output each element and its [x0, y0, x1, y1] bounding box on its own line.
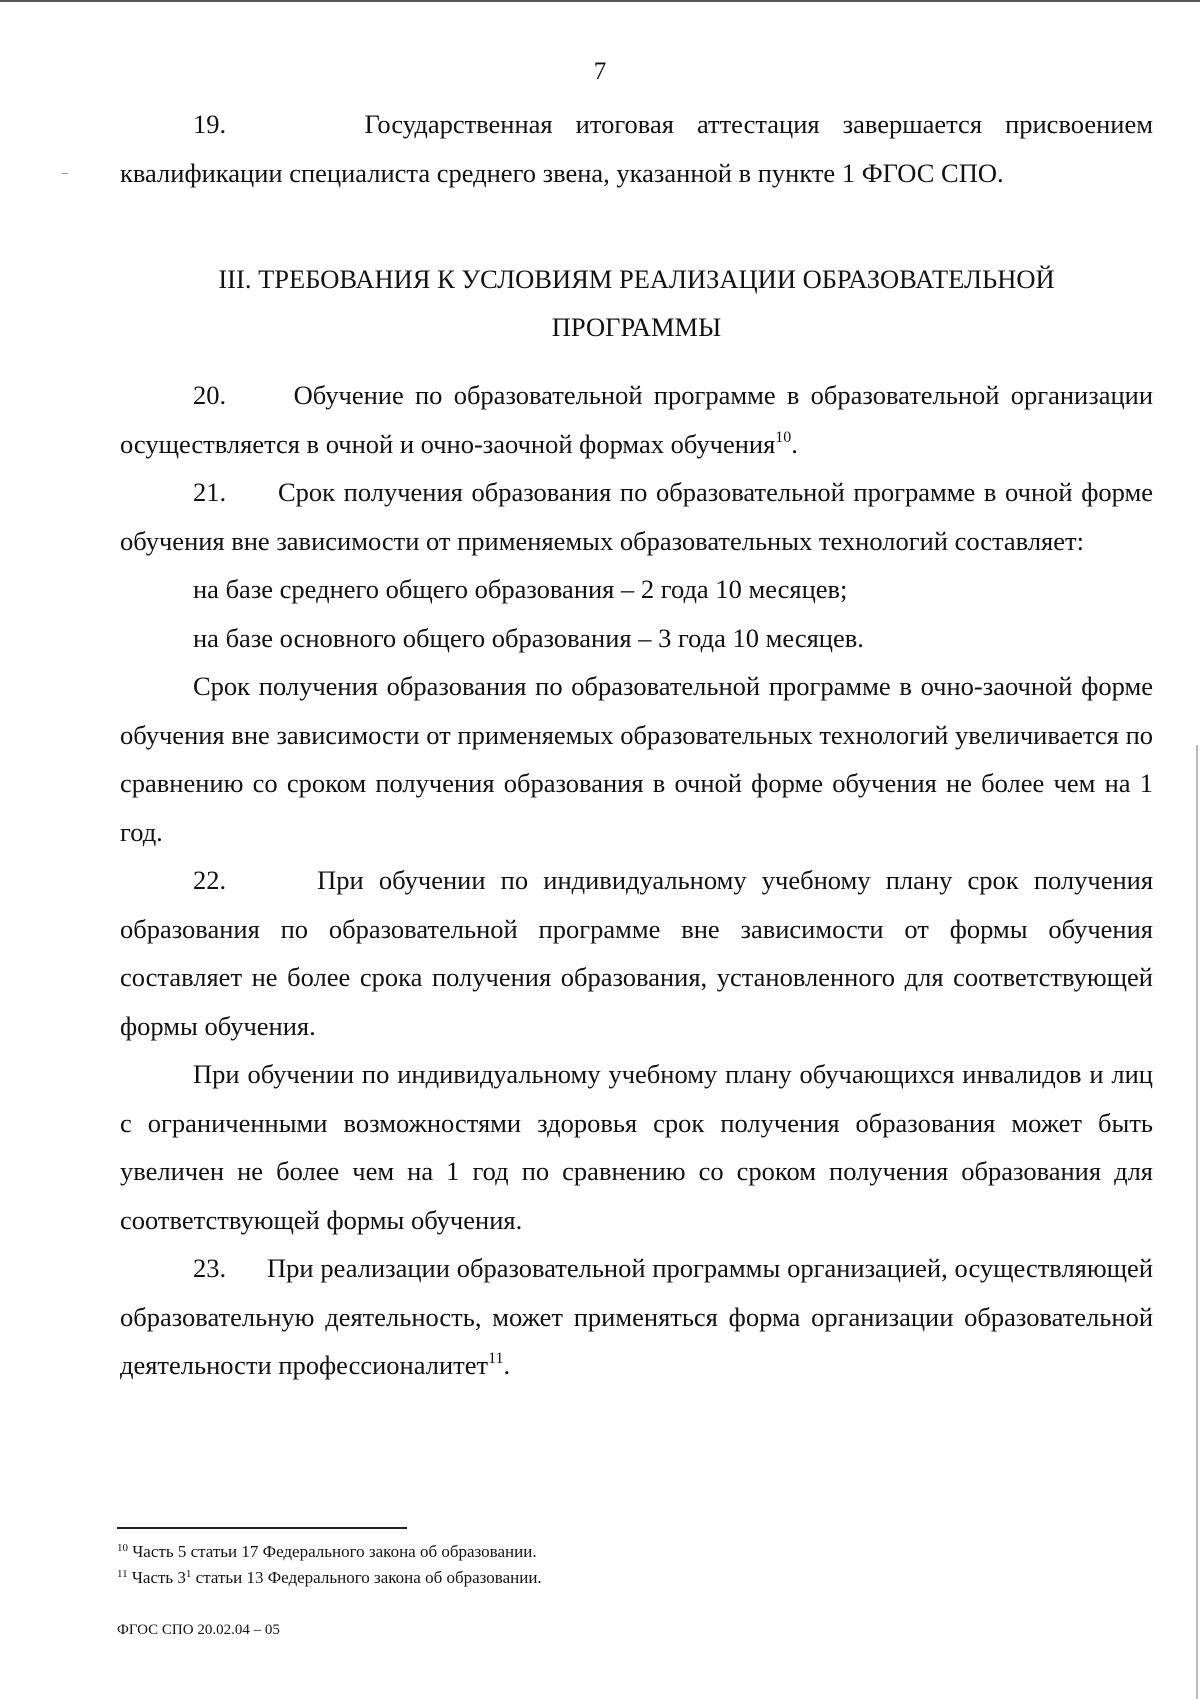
footnote-mark: 11 — [117, 1568, 128, 1580]
section-title-line-2: ПРОГРАММЫ — [551, 312, 722, 342]
scan-mark — [62, 173, 68, 174]
period: . — [791, 428, 798, 459]
item-21-part-time-paragraph: Срок получения образования по образовательной программе в очно-заочной форме обучения вне зависимости от применяемых образовательных технологий увеличивается по сравнению со сроком получения образования в очной форме обучения не более чем на 1 год. — [120, 671, 1153, 847]
item-text: Срок получения образования по образовательной программе в очной форме обучения вне зависимости от применяемых образовательных технологий составляет: — [120, 477, 1154, 556]
footnote-mark: 10 — [117, 1542, 128, 1554]
main-body — [120, 371, 1153, 1390]
footnote-text-rest: статьи 13 Федерального закона об образовании. — [191, 1568, 542, 1587]
item-19-paragraph — [120, 100, 1153, 197]
item-number: 22. — [193, 865, 227, 895]
footnote-ref-10: 10 — [775, 428, 792, 446]
item-22-paragraph — [120, 856, 1153, 1050]
item-text: При обучении по индивидуальному учебному плану срок получения образования по образовательной программе вне зависимости от формы обучения составляет не более срока получения образования, установленного для соответствующей формы обучения. — [120, 865, 1154, 1041]
item-20-paragraph — [120, 371, 1153, 468]
item-number: 20. — [193, 380, 227, 410]
item-21-paragraph — [120, 468, 1153, 565]
footnote-separator — [117, 1527, 407, 1529]
footnote-11 — [117, 1563, 542, 1589]
footnote-10 — [117, 1537, 542, 1563]
item-23-paragraph — [120, 1244, 1153, 1390]
scan-right-edge — [1196, 745, 1198, 1699]
item-text: Государственная итоговая аттестация завершается присвоением квалификации специалиста среднего звена, указанной в пункте 1 ФГОС СПО. — [120, 109, 1154, 188]
item-text: При реализации образовательной программы организацией, осуществляющей образовательную деятельность, может применяться форма организации образовательной деятельности профессионалитет — [120, 1253, 1154, 1380]
footnote-ref-11: 11 — [488, 1350, 504, 1367]
item-19 — [120, 100, 1153, 197]
period: . — [503, 1350, 511, 1380]
item-22-disabilities-paragraph: При обучении по индивидуальному учебному плану обучающихся инвалидов и лиц с ограниченными возможностями здоровья срок получения образования может быть увеличен не более чем на 1 год по сравнению со сроком получения образования для соответствующей формы обучения. — [120, 1059, 1153, 1235]
item-number: 19. — [193, 109, 227, 139]
footnote-superscript: 1 — [185, 1568, 192, 1580]
document-code: ФГОС СПО 20.02.04 – 05 — [117, 1622, 280, 1638]
item-number: 21. — [193, 477, 227, 507]
footnote-text: Часть 5 статьи 17 Федерального закона об образовании. — [132, 1542, 537, 1561]
footnote-text: Часть 3 — [131, 1568, 186, 1587]
footnotes — [117, 1537, 542, 1589]
item-text: Обучение по образовательной программе в образовательной организации осуществляется в очной и очно-заочной формах обучения — [120, 380, 1153, 459]
item-number: 23. — [193, 1253, 227, 1283]
duration-basic-general: на базе основного общего образования – 3 года 10 месяцев. — [193, 622, 864, 653]
scan-top-edge — [0, 0, 1200, 2]
section-title-line-1: III. ТРЕБОВАНИЯ К УСЛОВИЯМ РЕАЛИЗАЦИИ ОБРАЗОВАТЕЛЬНОЙ — [218, 264, 1055, 294]
page-number: 7 — [593, 58, 607, 85]
section-title — [120, 255, 1153, 351]
duration-secondary-general: на базе среднего общего образования – 2 года 10 месяцев; — [193, 574, 848, 604]
